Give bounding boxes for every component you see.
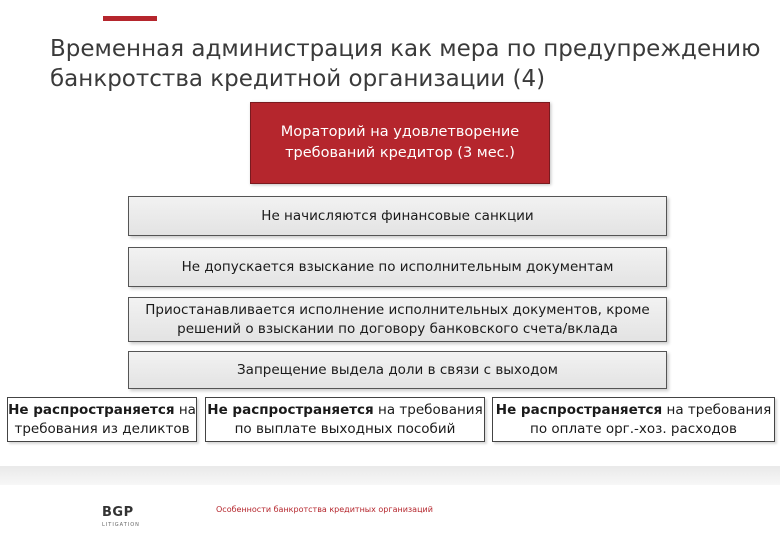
footer-text: Особенности банкротства кредитных организаций: [216, 505, 433, 514]
exception-org-expenses-rest2: по оплате орг.-хоз. расходов: [530, 420, 737, 437]
exception-severance-bold: Не распространяется: [207, 401, 374, 418]
exception-org-expenses-bold: Не распространяется: [495, 401, 663, 418]
slide-title: Временная администрация как мера по предупреждению банкротства кредитной организации (4): [50, 36, 761, 92]
item-financial-sanctions: Не начисляются финансовые санкции: [128, 196, 667, 236]
bgp-logo-subtext: LITIGATION: [102, 522, 140, 528]
exception-org-expenses: [492, 397, 775, 442]
item-suspension: Приостанавливается исполнение исполнительных документов, кроме решений о взыскании по договору банковского счета/вклада: [128, 297, 667, 342]
item-enforcement-ban: Не допускается взыскание по исполнительным документам: [128, 247, 667, 287]
moratorium-box: Мораторий на удовлетворение требований кредитор (3 мес.): [250, 102, 550, 184]
exception-torts-bold: Не распространяется: [8, 401, 175, 418]
exception-severance-rest2: по выплате выходных пособий: [234, 420, 456, 437]
exception-torts-rest2: требования из деликтов: [14, 420, 190, 437]
bgp-logo: BGP: [102, 505, 134, 520]
exception-org-expenses-rest1: на требования: [662, 401, 772, 418]
exception-torts-rest1: на: [174, 401, 196, 418]
accent-bar: [103, 16, 157, 21]
footer-divider: [0, 466, 780, 485]
exception-severance: [205, 397, 485, 442]
item-share-allocation-ban: Запрещение выдела доли в связи с выходом: [128, 351, 667, 389]
exception-torts: [7, 397, 197, 442]
exception-severance-rest1: на требования: [373, 401, 483, 418]
